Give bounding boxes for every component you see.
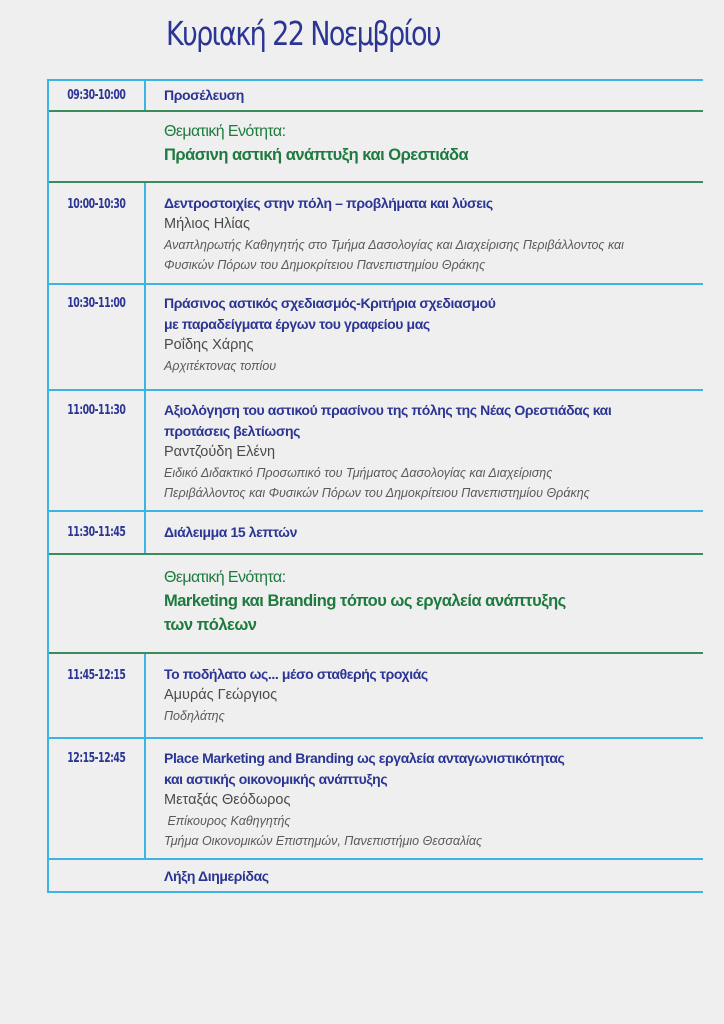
time-cell (49, 654, 146, 737)
schedule-row-talk (49, 737, 703, 858)
speaker-name: Ροΐδης Χάρης (164, 337, 254, 353)
speaker-affiliation: Περιβάλλοντος και Φυσικών Πόρων του Δημοκρίτειου Πανεπιστημίου Θράκης (164, 486, 590, 500)
talk-title: προτάσεις βελτίωσης (164, 423, 301, 439)
break-label: Διάλειμμα 15 λεπτών (164, 524, 297, 540)
page-title: Κυριακή 22 Νοεμβρίου (166, 14, 440, 53)
arrival-label: Προσέλευση (164, 87, 244, 103)
theme-title: Marketing και Branding τόπου ως εργαλεία ανάπτυξης (164, 592, 566, 610)
speaker-affiliation: Επίκουρος Καθηγητής (164, 814, 291, 828)
time-label: 09:30-10:00 (67, 88, 126, 103)
time-label: 10:00-10:30 (67, 197, 126, 212)
schedule-row-arrival (49, 79, 703, 110)
theme-section-2 (49, 553, 703, 652)
schedule-row-break (49, 510, 703, 553)
content-cell (146, 860, 703, 891)
schedule-row-talk (49, 652, 703, 737)
schedule-row-talk (49, 389, 703, 510)
schedule-row-talk (49, 283, 703, 389)
time-label: 11:30-11:45 (67, 525, 126, 540)
time-label: 11:45-12:15 (67, 668, 126, 683)
speaker-name: Μήλιος Ηλίας (164, 216, 251, 232)
content-cell (146, 81, 703, 110)
speaker-affiliation: Φυσικών Πόρων του Δημοκρίτειου Πανεπιστημίου Θράκης (164, 258, 486, 272)
time-cell-empty (49, 112, 146, 181)
theme-label: Θεματική Ενότητα: (164, 123, 286, 140)
schedule-table (47, 79, 703, 893)
speaker-affiliation: Τμήμα Οικονομικών Επιστημών, Πανεπιστήμιο Θεσσαλίας (164, 834, 483, 848)
theme-content (146, 555, 703, 652)
time-label: 10:30-11:00 (67, 296, 126, 311)
speaker-name: Μεταξάς Θεόδωρος (164, 792, 291, 808)
time-cell (49, 183, 146, 283)
theme-content (146, 112, 703, 181)
time-cell (49, 512, 146, 553)
talk-content (146, 739, 703, 858)
time-label: 11:00-11:30 (67, 403, 126, 418)
talk-content (146, 183, 703, 283)
speaker-name: Ραντζούδη Ελένη (164, 444, 276, 460)
theme-title: των πόλεων (164, 616, 257, 634)
theme-label: Θεματική Ενότητα: (164, 569, 286, 586)
time-cell (49, 739, 146, 858)
time-cell (49, 391, 146, 510)
speaker-affiliation: Αναπληρωτής Καθηγητής στο Τμήμα Δασολογίας και Διαχείρισης Περιβάλλοντος και (164, 238, 624, 252)
talk-title: Το ποδήλατο ως... μέσο σταθερής τροχιάς (164, 666, 428, 682)
theme-section-1 (49, 110, 703, 181)
speaker-name: Αμυράς Γεώργιος (164, 687, 278, 703)
theme-title: Πράσινη αστική ανάπτυξη και Ορεστιάδα (164, 146, 469, 164)
speaker-affiliation: Αρχιτέκτονας τοπίου (164, 359, 277, 373)
speaker-affiliation: Ποδηλάτης (164, 709, 225, 723)
speaker-affiliation: Ειδικό Διδακτικό Προσωπικό του Τμήματος Δασολογίας και Διαχείρισης (164, 466, 553, 480)
talk-title: Αξιολόγηση του αστικού πρασίνου της πόλης της Νέας Ορεστιάδας και (164, 402, 612, 418)
time-cell-empty (49, 860, 146, 891)
schedule-row-closing (49, 858, 703, 893)
talk-title: Place Marketing and Branding ως εργαλεία ανταγωνιστικότητας (164, 750, 565, 766)
talk-content (146, 654, 703, 737)
talk-title: Δεντροστοιχίες στην πόλη – προβλήματα και λύσεις (164, 195, 493, 211)
content-cell (146, 512, 703, 553)
time-label: 12:15-12:45 (67, 751, 126, 766)
time-cell-empty (49, 555, 146, 652)
talk-title: με παραδείγματα έργων του γραφείου μας (164, 316, 430, 332)
time-cell (49, 285, 146, 389)
talk-title: και αστικής οικονομικής ανάπτυξης (164, 771, 388, 787)
closing-label: Λήξη Διημερίδας (164, 868, 269, 884)
time-cell (49, 81, 146, 110)
talk-content (146, 391, 703, 510)
talk-title: Πράσινος αστικός σχεδιασμός-Κριτήρια σχεδιασμού (164, 295, 496, 311)
talk-content (146, 285, 703, 389)
schedule-row-talk (49, 181, 703, 283)
